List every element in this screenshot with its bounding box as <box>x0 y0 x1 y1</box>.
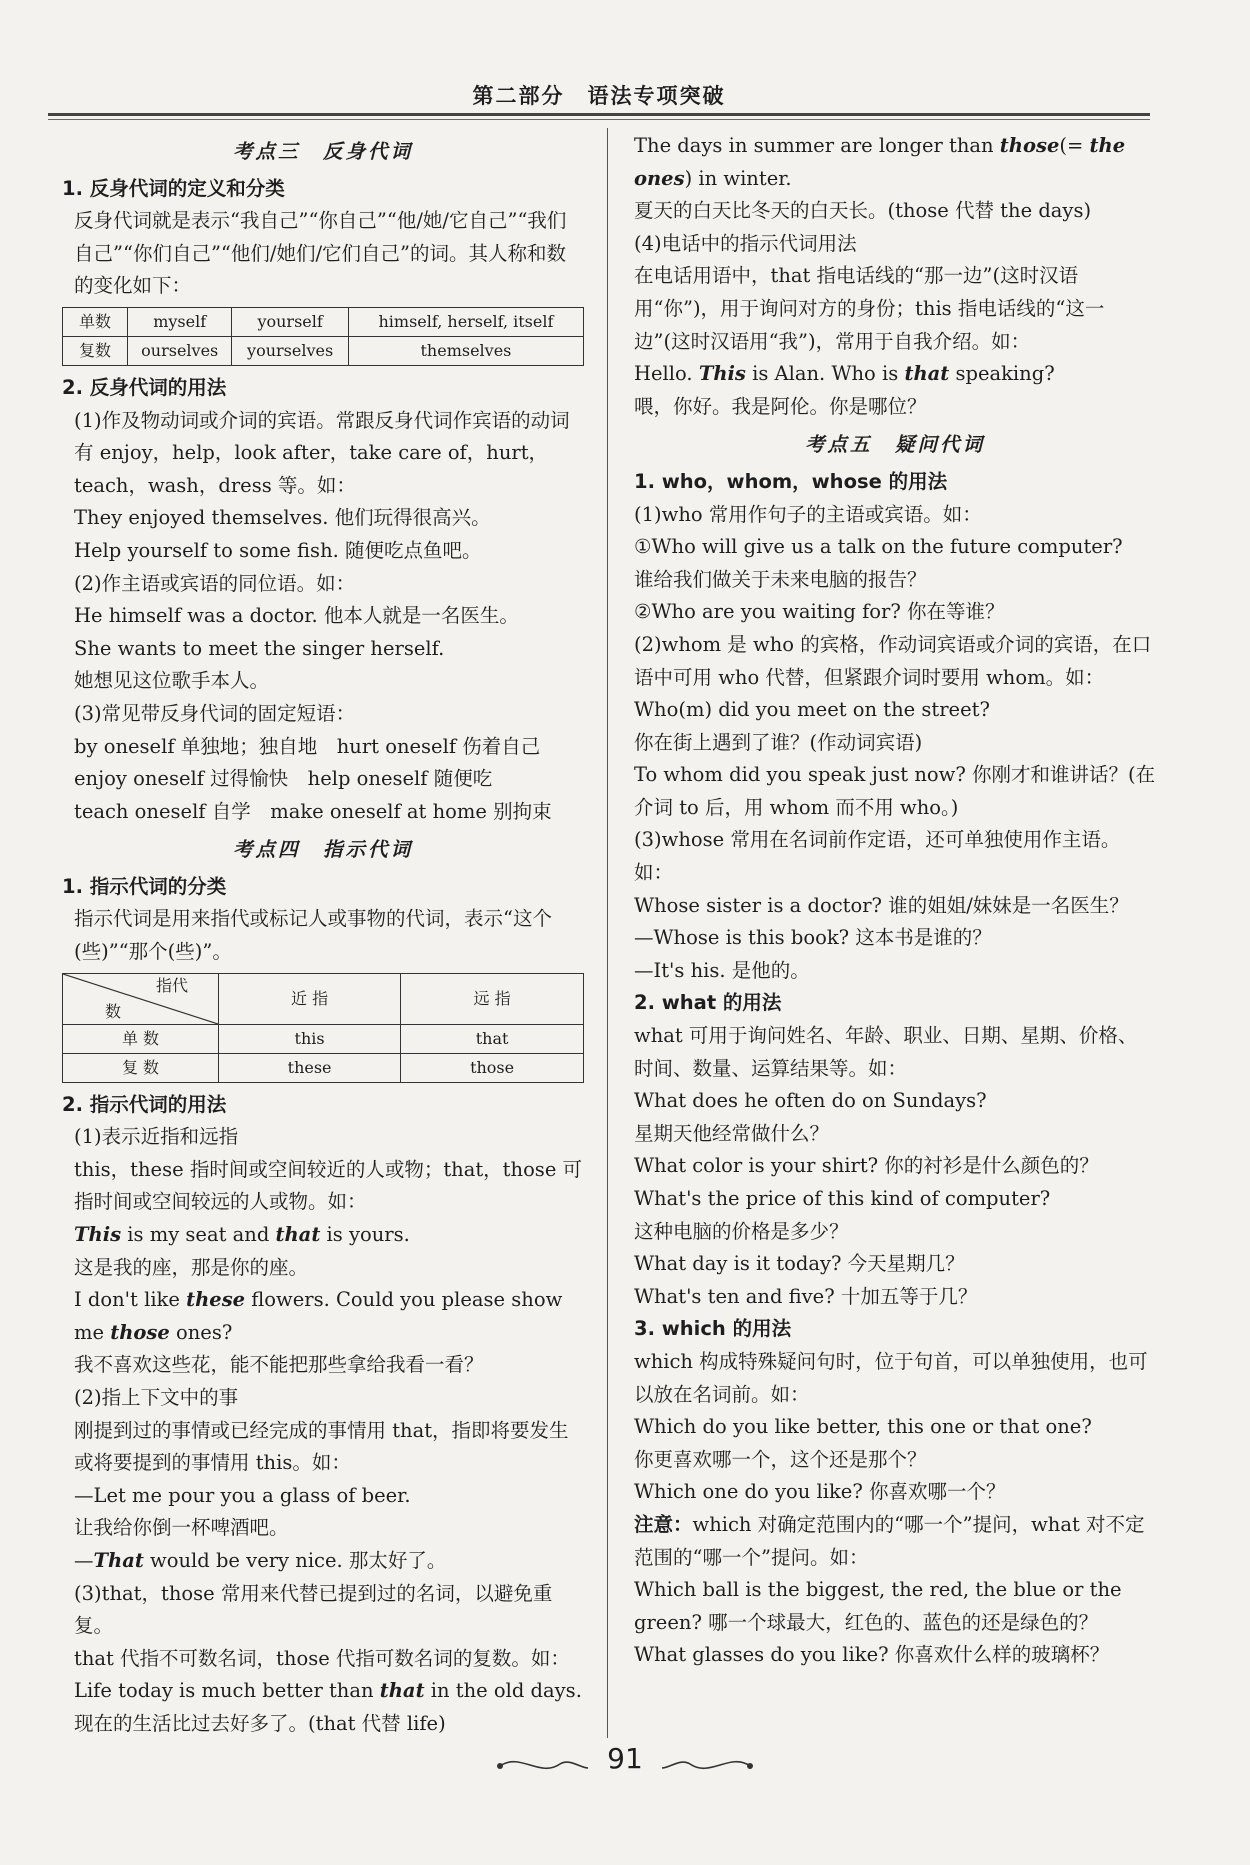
table-row <box>63 336 584 365</box>
header-rule <box>48 113 1150 116</box>
example: —It's his. 是他的。 <box>634 958 810 982</box>
example: Which one do you like? 你喜欢哪一个？ <box>634 1480 1006 1504</box>
example: 夏天的白天比冬天的白天长。(those 代替 the days) <box>634 199 1092 223</box>
left-column <box>62 130 584 1741</box>
table-row <box>63 307 584 336</box>
subheading: 1. 指示代词的分类 <box>62 874 227 898</box>
example: What's ten and five? 十加五等于几？ <box>634 1284 978 1308</box>
subheading: 2. 反身代词的用法 <box>62 375 227 399</box>
example: 她想见这位歌手本人。 <box>74 669 270 693</box>
paragraph: (4)电话中的指示代词用法 <box>634 231 857 255</box>
subheading: 2. what 的用法 <box>634 991 782 1015</box>
text: is my seat and <box>121 1223 276 1247</box>
text: The days in summer are longer than <box>634 134 1000 157</box>
example <box>62 1219 584 1252</box>
column-header: 近 指 <box>219 973 401 1024</box>
example: 我不喜欢这些花，能不能把那些拿给我看一看？ <box>74 1353 484 1377</box>
table-header-row <box>63 973 584 1024</box>
text: ) in winter. <box>684 166 792 190</box>
example: Help yourself to some fish. 随便吃点鱼吧。 <box>74 538 482 562</box>
emphasis: That <box>93 1548 144 1572</box>
reflexive-pronoun-table <box>62 307 584 366</box>
corner-bottom-label: 数 <box>105 1001 122 1021</box>
example <box>62 1675 584 1708</box>
subheading: 3. which 的用法 <box>634 1317 792 1341</box>
emphasis: the ones <box>634 134 1126 190</box>
table-row <box>63 1024 584 1053</box>
page-footer <box>0 1742 1250 1775</box>
example <box>62 1284 584 1349</box>
example: —Whose is this book? 这本书是谁的？ <box>634 926 992 950</box>
paragraph: 在电话用语中，that 指电话线的“那一边”(这时汉语用“你”)，用于询问对方的身份；this 指电话线的“这一边”(这时汉语用“我”)，常用于自我介绍。如： <box>634 264 1105 353</box>
text: would be very nice. 那太好了。 <box>143 1548 447 1572</box>
subheading: 1. who，whom，whose 的用法 <box>634 469 948 493</box>
table-cell: these <box>219 1053 401 1082</box>
example: She wants to meet the singer herself. <box>74 636 445 660</box>
table-cell: this <box>219 1024 401 1053</box>
paragraph: 反身代词就是表示“我自己”“你自己”“他/她/它自己”“我们自己”“你们自己”“他们/她们/它们自己”的词。其人称和数的变化如下： <box>74 209 567 298</box>
example: 让我给你倒一杯啤酒吧。 <box>74 1516 289 1540</box>
emphasis: that <box>904 362 950 386</box>
paragraph: that 代指不可数名词，those 代指可数名词的复数。如： <box>74 1646 570 1670</box>
row-label: 单 数 <box>63 1024 219 1053</box>
phrase-line: by oneself 单独地；独自地 hurt oneself 伤着自己 <box>74 734 541 758</box>
emphasis: those <box>999 134 1060 157</box>
example: 这是我的座，那是你的座。 <box>74 1255 309 1279</box>
paragraph: (1)作及物动词或介词的宾语。常跟反身代词作宾语的动词有 enjoy，help，look after，take care of，hurt，teach，wash，dress 等。如： <box>74 408 570 497</box>
text: is yours. <box>320 1223 410 1247</box>
paragraph: (3)that，those 常用来代替已提到过的名词，以避免重复。 <box>74 1581 553 1638</box>
table-cell: themselves <box>348 336 583 365</box>
table-cell: myself <box>128 307 232 336</box>
corner-top-label: 指代 <box>155 975 188 995</box>
table-row <box>63 1053 584 1082</box>
example: Whose sister is a doctor? 谁的姐姐/妹妹是一名医生？ <box>634 893 1129 917</box>
row-label: 单数 <box>63 307 128 336</box>
diagonal-header <box>63 974 218 1024</box>
example: 星期天他经常做什么？ <box>634 1121 830 1145</box>
example <box>634 358 1156 391</box>
example: Who(m) did you meet on the street? <box>634 698 990 722</box>
row-label: 复 数 <box>63 1053 219 1082</box>
table-cell: ourselves <box>128 336 232 365</box>
subheading: 2. 指示代词的用法 <box>62 1092 227 1116</box>
table-cell: yourselves <box>232 336 348 365</box>
text: — <box>74 1548 94 1572</box>
example: What does he often do on Sundays? <box>634 1089 987 1113</box>
paragraph: (3)常见带反身代词的固定短语： <box>74 701 356 725</box>
example: Which ball is the biggest, the red, the blue or the green? 哪一个球最大，红色的、蓝色的还是绿色的？ <box>634 1578 1122 1634</box>
example: They enjoyed themselves. 他们玩得很高兴。 <box>74 506 491 530</box>
page-header <box>48 66 1150 120</box>
text: Life today is much better than <box>74 1679 380 1703</box>
example: 谁给我们做关于未来电脑的报告？ <box>634 567 927 591</box>
paragraph: 指示代词是用来指代或标记人或事物的代词，表示“这个(些)”“那个(些)”。 <box>74 907 552 964</box>
text: flowers. Could you please show me <box>74 1288 563 1344</box>
emphasis: these <box>186 1288 246 1312</box>
example: What's the price of this kind of computer? <box>634 1187 1051 1210</box>
text: ones? <box>169 1320 233 1344</box>
ornament-icon <box>490 1748 760 1784</box>
text: (= <box>1059 134 1090 157</box>
note-label: 注意： <box>634 1512 693 1536</box>
header-rule-thin <box>48 119 1150 120</box>
example: 现在的生活比过去好多了。(that 代替 life) <box>74 1711 446 1735</box>
note <box>634 1509 1156 1574</box>
emphasis: This <box>698 362 746 386</box>
emphasis: This <box>74 1223 122 1247</box>
text: I don't like <box>74 1288 187 1312</box>
paragraph: (2)作主语或宾语的同位语。如： <box>74 571 356 595</box>
text: is Alan. Who is <box>745 362 905 386</box>
example <box>62 1545 584 1578</box>
corner-cell <box>63 973 219 1024</box>
example: ②Who are you waiting for? 你在等谁？ <box>634 600 1005 624</box>
example: He himself was a doctor. 他本人就是一名医生。 <box>74 604 519 628</box>
emphasis: that <box>275 1223 321 1247</box>
paragraph: (2)whom 是 who 的宾格，作动词宾语或介词的宾语，在口语中可用 who 代替，但紧跟介词时要用 whom。如： <box>634 632 1152 689</box>
section-title: 考点三 反身代词 <box>232 140 413 163</box>
emphasis: those <box>110 1320 170 1344</box>
table-cell: that <box>401 1024 584 1053</box>
row-label: 复数 <box>63 336 128 365</box>
text: in the old days. <box>424 1679 582 1703</box>
example: 你在街上遇到了谁？(作动词宾语) <box>634 730 923 754</box>
emphasis: that <box>379 1679 425 1703</box>
text: Hello. <box>634 362 699 386</box>
example: 你更喜欢哪一个，这个还是那个？ <box>634 1447 927 1471</box>
diagonal-line <box>63 974 218 1024</box>
example: To whom did you speak just now? 你刚才和谁讲话？(在介词 to 后，用 whom 而不用 who。) <box>634 763 1156 819</box>
column-divider <box>607 128 608 1738</box>
paragraph: 刚提到过的事情或已经完成的事情用 that，指即将要发生或将要提到的事情用 this。如： <box>74 1418 569 1475</box>
example: ①Who will give us a talk on the future computer? <box>634 535 1123 559</box>
paragraph: (2)指上下文中的事 <box>74 1386 239 1409</box>
column-header: 远 指 <box>401 973 584 1024</box>
table-cell: himself, herself, itself <box>348 307 583 336</box>
example: Which do you like better, this one or that one? <box>634 1415 1092 1439</box>
section-title: 考点四 指示代词 <box>232 838 413 862</box>
example: What color is your shirt? 你的衬衫是什么颜色的？ <box>634 1154 1099 1178</box>
phrase-line: teach oneself 自学 make oneself at home 别拘束 <box>74 799 552 823</box>
paragraph: (1)who 常用作句子的主语或宾语。如： <box>634 502 982 526</box>
paragraph: this，these 指时间或空间较近的人或物；that，those 可指时间或空间较远的人或物。如： <box>74 1157 583 1214</box>
text: speaking? <box>949 362 1055 386</box>
table-cell: yourself <box>232 307 348 336</box>
example: 喂，你好。我是阿伦。你是哪位？ <box>634 394 927 418</box>
section-title: 考点五 疑问代词 <box>804 433 985 457</box>
page-number: 91 <box>607 1742 643 1775</box>
table-cell: those <box>401 1053 584 1082</box>
paragraph: (3)whose 常用在名词前作定语，还可单独使用作主语。如： <box>634 828 1121 885</box>
paragraph: which 构成特殊疑问句时，位于句首，可以单独使用，也可以放在名词前。如： <box>634 1349 1148 1406</box>
example: 这种电脑的价格是多少？ <box>634 1219 849 1243</box>
example: What glasses do you like? 你喜欢什么样的玻璃杯？ <box>634 1643 1110 1667</box>
paragraph: what 可用于询问姓名、年龄、职业、日期、星期、价格、时间、数量、运算结果等。如： <box>634 1024 1138 1080</box>
right-column <box>634 130 1156 1672</box>
example: —Let me pour you a glass of beer. <box>74 1483 411 1507</box>
example: What day is it today? 今天星期几？ <box>634 1252 965 1276</box>
phrase-line: enjoy oneself 过得愉快 help oneself 随便吃 <box>74 767 493 791</box>
header-title: 第二部分 语法专项突破 <box>472 84 726 108</box>
example <box>634 130 1156 195</box>
subheading: 1. 反身代词的定义和分类 <box>62 176 285 200</box>
note-text: which 对确定范围内的“哪一个”提问，what 对不定范围的“哪一个”提问。如： <box>634 1512 1145 1569</box>
demonstrative-pronoun-table <box>62 973 584 1083</box>
paragraph: (1)表示近指和远指 <box>74 1125 239 1149</box>
